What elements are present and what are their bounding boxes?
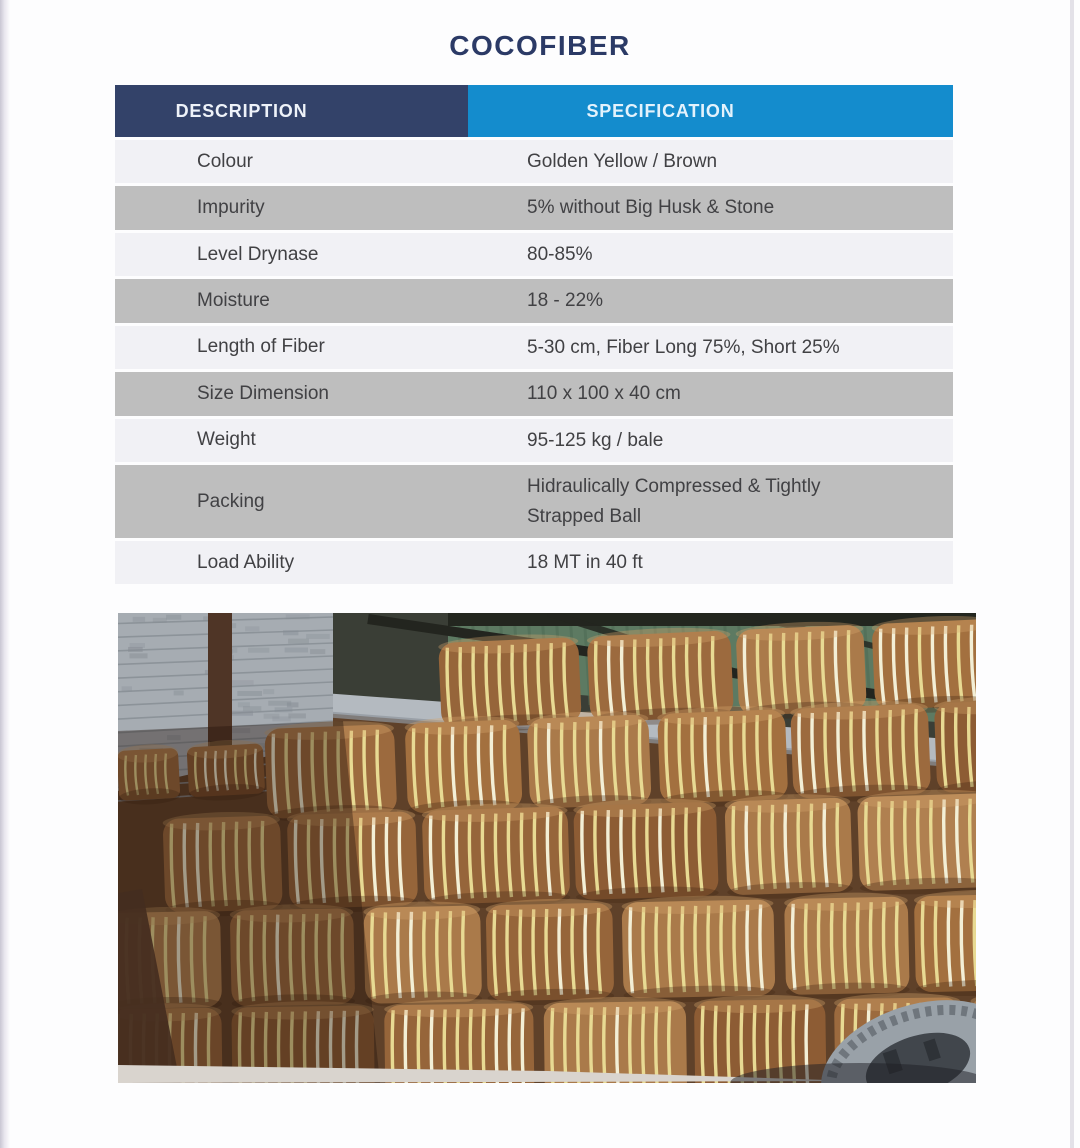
table-row	[115, 186, 953, 232]
table-row	[115, 279, 953, 325]
row-description: Colour	[197, 150, 253, 172]
description-column-header: DESCRIPTION	[115, 85, 468, 137]
specification-table	[115, 85, 953, 587]
row-specification: 18 MT in 40 ft	[527, 551, 643, 573]
row-specification: 110 x 100 x 40 cm	[527, 383, 681, 405]
row-description: Level Drynase	[197, 243, 319, 265]
row-description: Length of Fiber	[197, 336, 325, 358]
coco-fiber-bales-photo	[118, 613, 976, 1083]
row-description: Weight	[197, 429, 256, 451]
row-specification: 95-125 kg / bale	[527, 429, 664, 451]
row-description: Packing	[197, 490, 265, 512]
table-header-row	[115, 85, 953, 137]
row-description: Moisture	[197, 290, 270, 312]
coco-fiber-bales-photo-drawing	[118, 613, 976, 1083]
row-specification: 18 - 22%	[527, 290, 604, 312]
specification-column-header: SPECIFICATION	[468, 85, 953, 137]
table-row	[115, 541, 953, 587]
table-row	[115, 465, 953, 541]
row-specification: 5-30 cm, Fiber Long 75%, Short 25%	[527, 336, 840, 358]
row-specification: 5% without Big Husk & Stone	[527, 197, 775, 219]
row-specification: 80-85%	[527, 243, 593, 265]
table-row	[115, 326, 953, 372]
table-body	[115, 140, 953, 587]
row-specification: Golden Yellow / Brown	[527, 151, 718, 172]
table-row	[115, 140, 953, 186]
page-right-margin-strip	[1066, 0, 1080, 1148]
page-left-margin-strip	[0, 0, 10, 1148]
row-description: Size Dimension	[197, 382, 329, 404]
table-row	[115, 372, 953, 418]
table-row	[115, 233, 953, 279]
page-title: COCOFIBER	[449, 30, 631, 61]
row-description: Impurity	[197, 197, 265, 219]
table-row	[115, 419, 953, 465]
row-specification: Hidraulically Compressed & Tightly Strapped Ball	[527, 476, 821, 527]
row-description: Load Ability	[197, 551, 295, 573]
